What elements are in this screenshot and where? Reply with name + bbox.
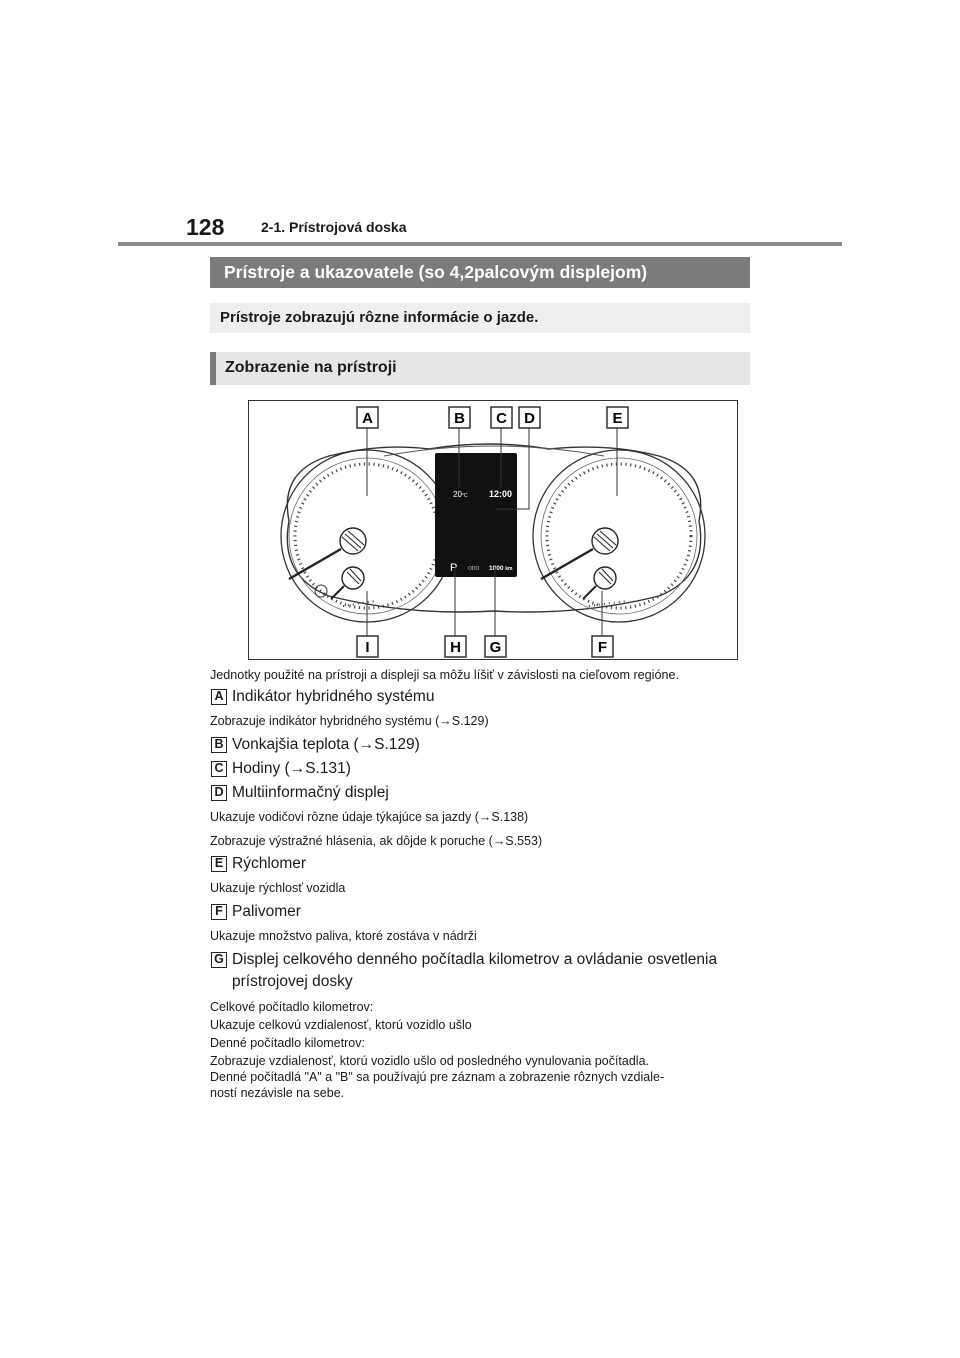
callout-i: I [365, 639, 370, 656]
item-g-description-2: Ukazuje celkovú vzdialenosť, ktorú vozidlo ušlo [210, 1018, 472, 1032]
item-letter: G [211, 952, 227, 968]
header-rule [118, 242, 842, 246]
intro-bar [210, 303, 750, 333]
item-g-description-1: Celkové počítadlo kilometrov: [210, 1000, 374, 1014]
intro-text: Prístroje zobrazujú rôzne informácie o jazde. [220, 309, 539, 326]
display-gear: P [450, 562, 458, 574]
section-reference: 2-1. Prístrojová doska [261, 219, 407, 235]
subsection-bar [210, 352, 750, 385]
title-bar [210, 257, 750, 288]
display-clock: 12:00 [489, 489, 513, 499]
callout-labels-bottom [357, 636, 613, 657]
page-number: 128 [186, 214, 225, 240]
instrument-cluster-illustration [249, 401, 737, 659]
item-title: Rýchlomer [232, 855, 307, 872]
callout-labels-top [357, 407, 628, 428]
display-odo-mode: ODO [468, 566, 480, 572]
item-title: Multiinformačný displej [232, 784, 389, 801]
item-letter: B [211, 737, 227, 753]
callout-b: B [454, 410, 465, 427]
subsection-title: Zobrazenie na prístroji [225, 359, 397, 376]
instrument-cluster-figure [248, 400, 738, 660]
item-g-description-6: ností nezávisle na sebe. [210, 1086, 345, 1100]
item-title: Palivomer [232, 903, 301, 920]
callout-f: F [597, 639, 608, 656]
item-title: Hodiny (→S.131) [232, 760, 351, 777]
subsection-accent [210, 352, 216, 385]
display-odometer-unit: km [505, 566, 513, 572]
item-f-description: Ukazuje množstvo paliva, ktoré zostáva v nádrži [210, 929, 477, 943]
item-a-description: Zobrazuje indikátor hybridného systému (→S.129) [210, 714, 489, 728]
units-note: Jednotky použité na prístroji a displeji sa môžu líšiť v závislosti na cieľovom regióne. [210, 668, 679, 682]
item-title: Displej celkového denného počítadla kilometrov a ovládanie osvetlenia prístrojovej dosky [232, 951, 718, 990]
item-letter: F [211, 904, 227, 920]
callout-e: E [612, 410, 623, 427]
item-g-description-4: Zobrazuje vzdialenosť, ktorú vozidlo ušlo od posledného vynulovania počítadla. [210, 1054, 649, 1068]
callout-d: D [524, 410, 535, 427]
item-letter: E [211, 856, 227, 872]
item-title: Vonkajšia teplota (→S.129) [232, 736, 420, 753]
item-letter: D [211, 785, 227, 801]
item-title: Indikátor hybridného systému [232, 688, 435, 705]
callout-h: H [450, 639, 461, 656]
callout-c: C [496, 410, 507, 427]
item-d-description-2: Zobrazuje výstražné hlásenia, ak dôjde k poruche (→S.553) [210, 834, 543, 848]
display-temperature: 20 [453, 490, 462, 499]
display-temperature-unit: °C [461, 493, 468, 499]
speedometer-gauge [533, 450, 705, 622]
item-d-description-1: Ukazuje vodičovi rôzne údaje týkajúce sa jazdy (→S.138) [210, 810, 529, 824]
display-odometer: 1000 [489, 565, 504, 572]
item-g-description-5: Denné počítadlá "A" a "B" sa používajú pre záznam a zobrazenie rôznych vzdiale- [210, 1070, 665, 1084]
callout-a: A [362, 410, 373, 427]
item-letter: C [211, 761, 227, 777]
item-g-description-3: Denné počítadlo kilometrov: [210, 1036, 365, 1050]
page-title: Prístroje a ukazovatele (so 4,2palcovým displejom) [224, 262, 648, 282]
svg-text:1000 km [489, 565, 513, 572]
callout-g: G [489, 639, 502, 656]
multi-information-display [435, 453, 517, 577]
item-letter: A [211, 689, 227, 705]
item-e-description: Ukazuje rýchlosť vozidla [210, 881, 346, 895]
